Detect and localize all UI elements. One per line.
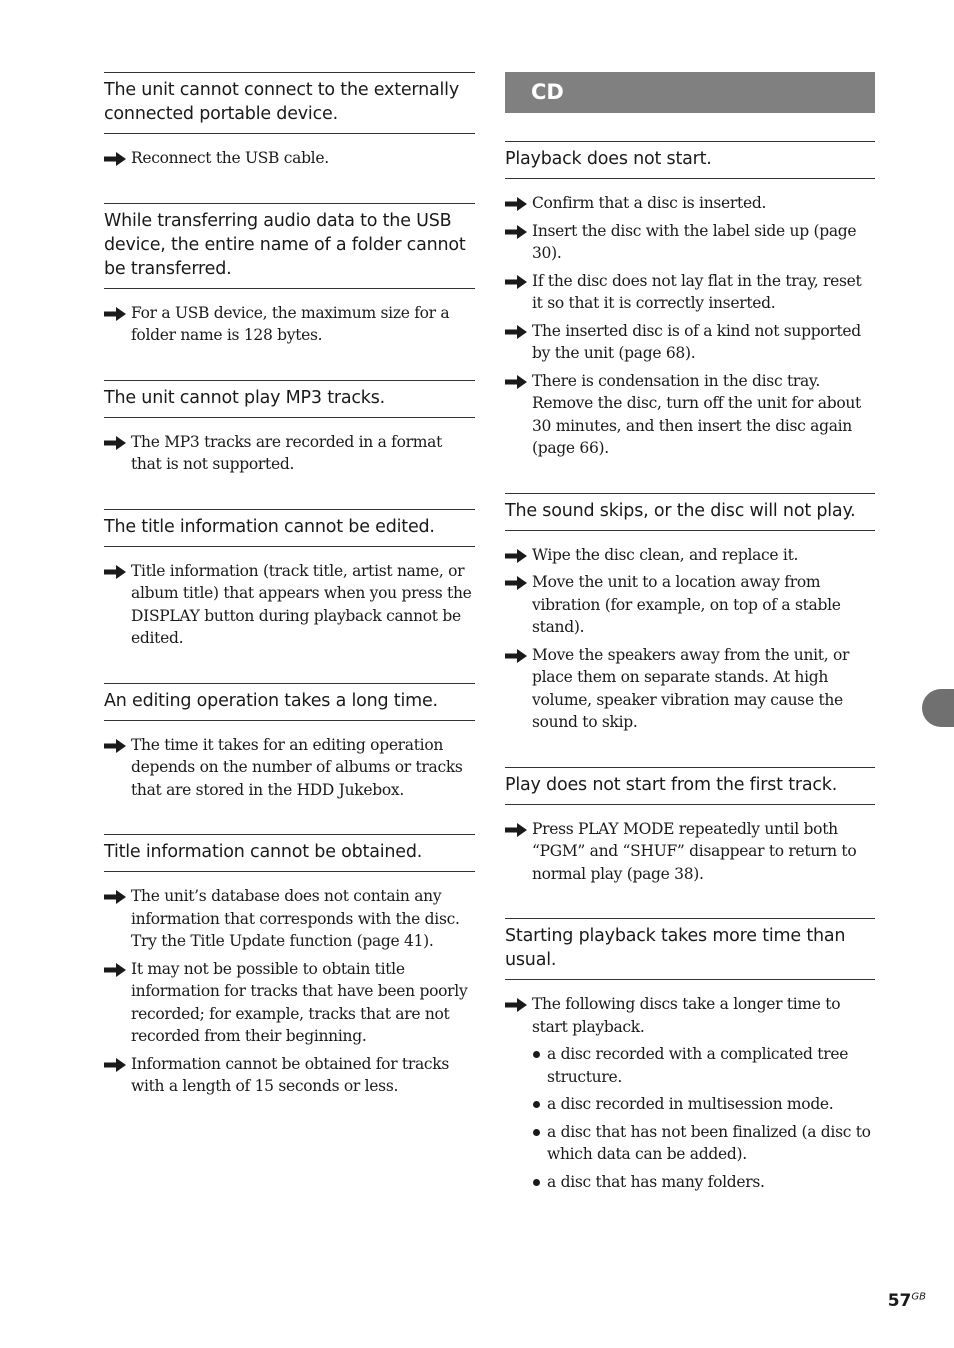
arrow-right-icon [505, 649, 527, 663]
bullet-dot-icon [533, 1101, 540, 1108]
section [104, 72, 475, 203]
bullet-item [505, 1121, 875, 1166]
section [104, 380, 475, 509]
section [104, 509, 475, 683]
list-item [104, 1053, 475, 1098]
section [104, 683, 475, 835]
arrow-right-icon [104, 890, 126, 904]
arrow-right-icon [505, 275, 527, 289]
section-body [505, 805, 875, 919]
arrow-right-icon [505, 998, 527, 1012]
item-text: There is condensation in the disc tray. Remove the disc, turn off the unit for about 30 minutes, and then insert the disc again (page 66). [532, 371, 861, 457]
arrow-right-icon [104, 436, 126, 450]
bullet-item [505, 1043, 875, 1088]
cd-category-header: CD [505, 72, 875, 113]
list-item [505, 644, 875, 734]
section-body [104, 547, 475, 683]
item-text: The inserted disc is of a kind not supported by the unit (page 68). [532, 321, 861, 362]
section-title: The unit cannot connect to the externally connected portable device. [104, 72, 475, 134]
list-item [104, 734, 475, 802]
arrow-right-icon [104, 565, 126, 579]
section-body [104, 721, 475, 835]
item-text: If the disc does not lay flat in the tray, reset it so that it is correctly inserted. [532, 271, 862, 312]
item-text: Move the speakers away from the unit, or place them on separate stands. At high volume, speaker vibration may cause the sound to skip. [532, 645, 850, 731]
section-title: Playback does not start. [505, 141, 875, 179]
section-title: An editing operation takes a long time. [104, 683, 475, 721]
list-item [104, 147, 475, 170]
list-item [505, 370, 875, 460]
section-title: While transferring audio data to the USB device, the entire name of a folder cannot be transferred. [104, 203, 475, 289]
section-title: The unit cannot play MP3 tracks. [104, 380, 475, 418]
arrow-right-icon [104, 152, 126, 166]
section-body [104, 872, 475, 1131]
section-body [104, 289, 475, 380]
item-text: It may not be possible to obtain title information for tracks that have been poorly recorded; for example, tracks that are not recorded from their beginning. [131, 959, 468, 1045]
page-number [888, 1291, 926, 1311]
item-text: The time it takes for an editing operation depends on the number of albums or tracks that are stored in the HDD Jukebox. [131, 735, 463, 799]
arrow-right-icon [104, 307, 126, 321]
item-text: Reconnect the USB cable. [131, 149, 329, 167]
arrow-right-icon [505, 549, 527, 563]
section [505, 918, 875, 1226]
list-item [505, 571, 875, 639]
bullet-text: a disc that has not been finalized (a disc to which data can be added). [547, 1122, 871, 1163]
arrow-right-icon [104, 963, 126, 977]
bullet-dot-icon [533, 1051, 540, 1058]
arrow-right-icon [505, 325, 527, 339]
item-text: For a USB device, the maximum size for a folder name is 128 bytes. [131, 303, 450, 344]
item-text: Wipe the disc clean, and replace it. [532, 545, 799, 564]
list-item [505, 220, 875, 265]
item-text: Information cannot be obtained for tracks with a length of 15 seconds or less. [131, 1054, 450, 1095]
section-body [104, 418, 475, 509]
bullet-item [505, 1093, 875, 1116]
section-title: Title information cannot be obtained. [104, 834, 475, 872]
bullet-item [505, 1171, 875, 1194]
list-item [104, 560, 475, 650]
section-body [505, 980, 875, 1226]
item-text: The MP3 tracks are recorded in a format that is not supported. [131, 432, 443, 473]
bullet-text: a disc that has many folders. [547, 1172, 765, 1191]
section [104, 203, 475, 380]
arrow-right-icon [505, 197, 527, 211]
item-text: Confirm that a disc is inserted. [532, 194, 767, 212]
bullet-dot-icon [533, 1179, 540, 1186]
arrow-right-icon [505, 823, 527, 837]
arrow-right-icon [104, 739, 126, 753]
item-text: Title information (track title, artist name, or album title) that appears when you press the DISPLAY button during playback cannot be edited. [131, 561, 472, 647]
page-number-value: 57 [887, 1291, 912, 1311]
section [104, 834, 475, 1131]
item-text: Move the unit to a location away from vibration (for example, on top of a stable stand). [532, 573, 841, 636]
list-item [505, 818, 875, 886]
list-item [505, 320, 875, 365]
arrow-right-icon [104, 1058, 126, 1072]
left-column [104, 72, 475, 1131]
section-title: The sound skips, or the disc will not play. [505, 493, 875, 531]
arrow-right-icon [505, 375, 527, 389]
list-item [104, 302, 475, 347]
right-column [505, 72, 875, 1226]
list-item [505, 993, 875, 1038]
section-title: Starting playback takes more time than usual. [505, 918, 875, 980]
item-text: Press PLAY MODE repeatedly until both “PGM” and “SHUF” disappear to return to normal play (page 38). [532, 819, 857, 883]
bullet-dot-icon [533, 1129, 540, 1136]
section-body [104, 134, 475, 203]
list-item [104, 431, 475, 476]
section [505, 767, 875, 919]
item-text: Insert the disc with the label side up (page 30). [532, 221, 857, 262]
arrow-right-icon [505, 576, 527, 590]
list-item [505, 544, 875, 567]
list-item [104, 885, 475, 953]
item-text: The following discs take a longer time to start playback. [532, 995, 841, 1036]
page-number-suffix: GB [911, 1291, 926, 1303]
list-item [104, 958, 475, 1048]
section-body [505, 531, 875, 767]
section-title: Play does not start from the first track. [505, 767, 875, 805]
arrow-right-icon [505, 225, 527, 239]
item-text: The unit’s database does not contain any information that corresponds with the disc. Try the Title Update function (page 41). [131, 887, 460, 950]
chapter-tab-marker [922, 689, 954, 727]
section [505, 141, 875, 493]
section-body [505, 179, 875, 493]
bullet-text: a disc recorded in multisession mode. [547, 1095, 834, 1113]
bullet-text: a disc recorded with a complicated tree structure. [547, 1045, 849, 1086]
list-item [505, 192, 875, 215]
list-item [505, 270, 875, 315]
section [505, 493, 875, 767]
section-title: The title information cannot be edited. [104, 509, 475, 547]
